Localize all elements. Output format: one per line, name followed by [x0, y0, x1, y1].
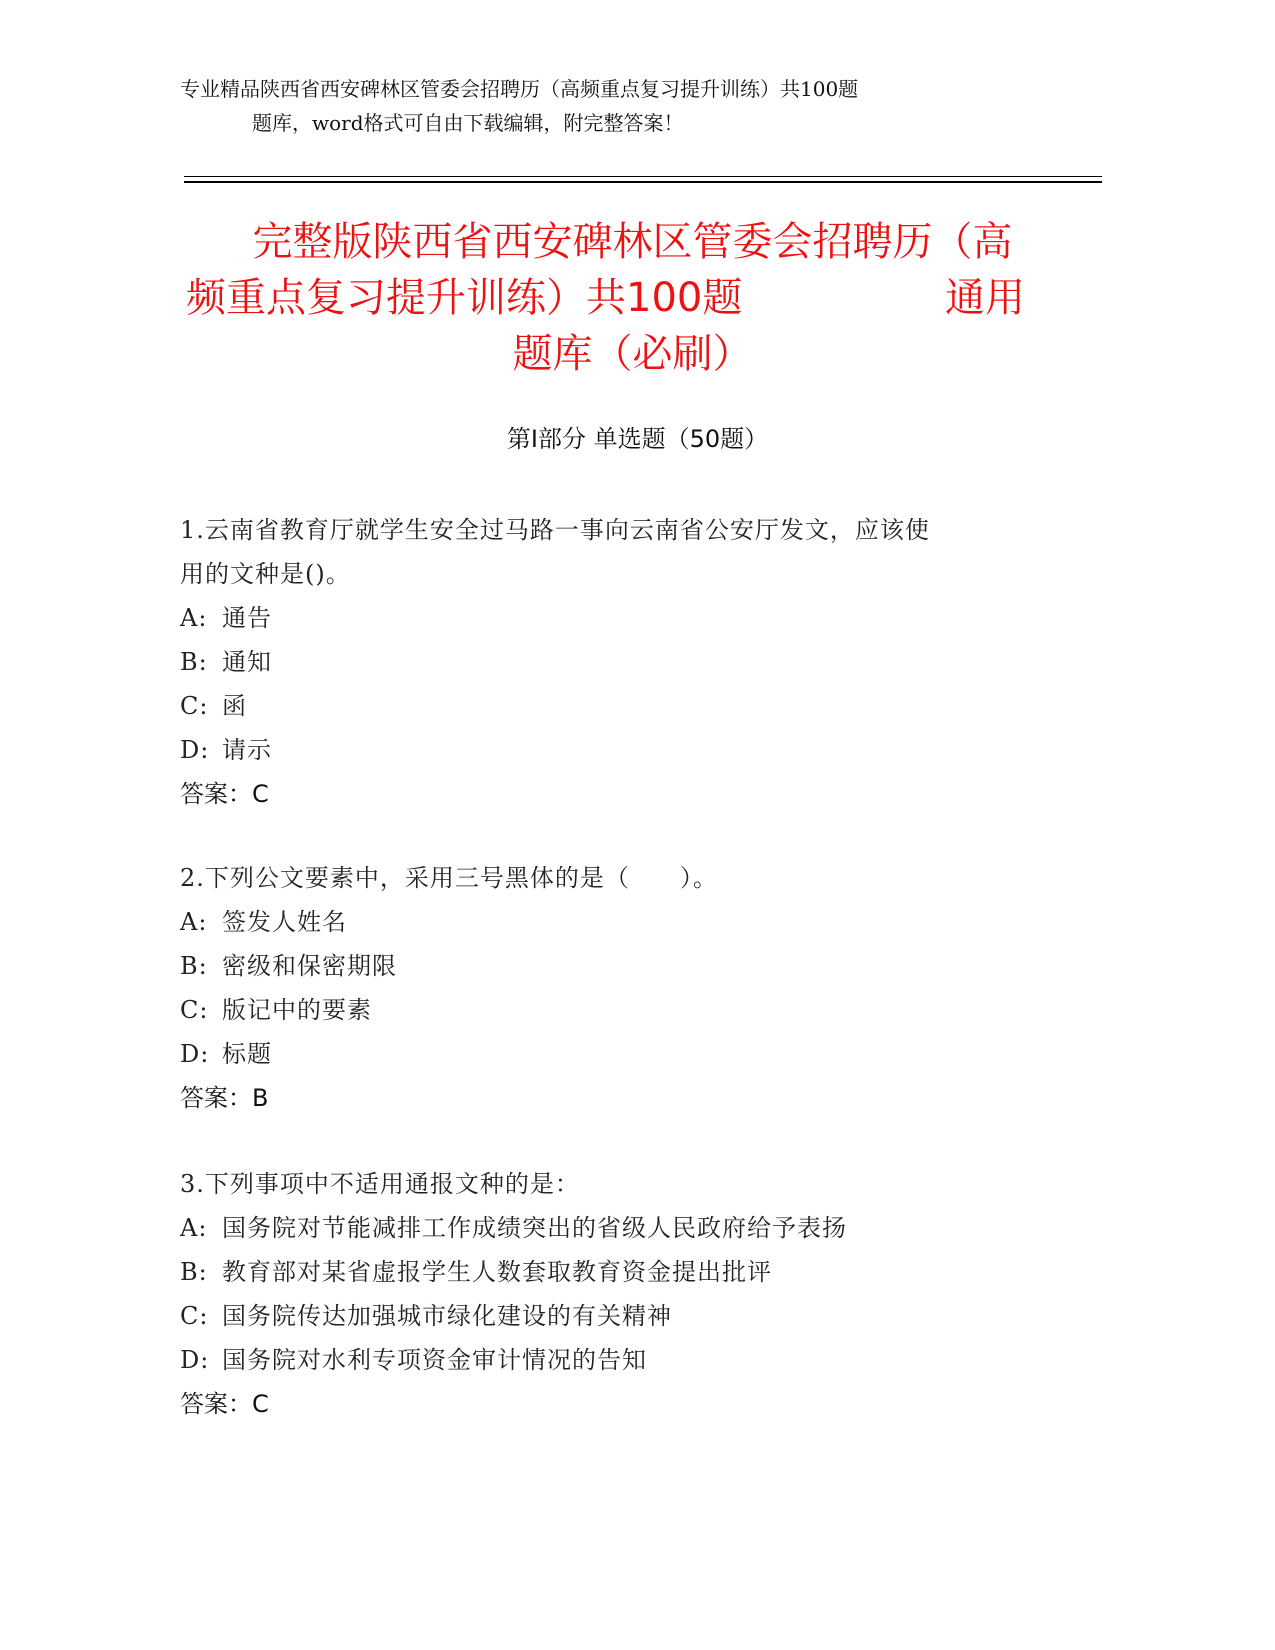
option-text: 国务院对节能减排工作成绩突出的省级人民政府给予表扬 — [222, 1214, 847, 1242]
option-letter: A: — [180, 604, 208, 632]
header-line-1: 专业精品陕西省西安碑林区管委会招聘历（高频重点复习提升训练）共100题 — [180, 77, 859, 101]
title-line-2 — [180, 270, 1085, 326]
option-text: 标题 — [222, 1040, 272, 1068]
question-gap — [180, 1120, 1050, 1162]
title-line-3: 题库（必刷） — [512, 331, 753, 377]
question-text-line-2: 用的文种是()。 — [180, 560, 351, 588]
option-text: 国务院传达加强城市绿化建设的有关精神 — [222, 1302, 672, 1330]
question-text — [180, 508, 1020, 596]
title-line-2-left: 频重点复习提升训练）共100题 — [186, 275, 743, 321]
document-header — [180, 72, 1010, 140]
option-a — [180, 1206, 1050, 1250]
option-letter: C: — [180, 1302, 209, 1330]
option-letter: B: — [180, 952, 208, 980]
option-letter: D: — [180, 1040, 210, 1068]
option-letter: B: — [180, 1258, 208, 1286]
option-letter: A: — [180, 1214, 208, 1242]
section-heading: 第Ⅰ部分 单选题（50题） — [506, 425, 769, 453]
option-text: 签发人姓名 — [222, 908, 347, 936]
option-text: 函 — [222, 692, 247, 720]
option-letter: B: — [180, 648, 208, 676]
question-list — [180, 508, 1050, 1426]
title-line-2-right: 通用 — [945, 275, 1025, 321]
header-divider-thin — [184, 176, 1102, 177]
option-text: 通知 — [222, 648, 272, 676]
question-text-line-1: 1.云南省教育厅就学生安全过马路一事向云南省公安厅发文，应该使 — [180, 516, 930, 544]
option-letter: D: — [180, 736, 210, 764]
option-a — [180, 900, 1050, 944]
answer: 答案：C — [180, 780, 269, 808]
question-1 — [180, 508, 1050, 816]
option-text: 国务院对水利专项资金审计情况的告知 — [222, 1346, 647, 1374]
option-d — [180, 728, 1050, 772]
option-text: 密级和保密期限 — [222, 952, 397, 980]
option-letter: A: — [180, 908, 208, 936]
option-letter: D: — [180, 1346, 210, 1374]
header-line-2: 题库，word格式可自由下载编辑，附完整答案！ — [252, 111, 684, 135]
answer: 答案：B — [180, 1084, 269, 1112]
option-text: 版记中的要素 — [222, 996, 372, 1024]
question-text: 3.下列事项中不适用通报文种的是： — [180, 1170, 580, 1198]
title-line-1: 完整版陕西省西安碑林区管委会招聘历（高 — [252, 219, 1013, 265]
option-text: 教育部对某省虚报学生人数套取教育资金提出批评 — [222, 1258, 772, 1286]
question-text: 2.下列公文要素中，采用三号黑体的是（ ）。 — [180, 864, 718, 892]
option-letter: C: — [180, 692, 209, 720]
option-d — [180, 1338, 1050, 1382]
option-d — [180, 1032, 1050, 1076]
question-3 — [180, 1162, 1050, 1426]
document-title — [180, 214, 1085, 382]
header-divider-thick — [184, 181, 1102, 183]
option-text: 请示 — [222, 736, 272, 764]
question-gap — [180, 816, 1050, 856]
option-a — [180, 596, 1050, 640]
option-b — [180, 1250, 1050, 1294]
option-b — [180, 944, 1050, 988]
option-b — [180, 640, 1050, 684]
option-letter: C: — [180, 996, 209, 1024]
option-c — [180, 1294, 1050, 1338]
option-text: 通告 — [222, 604, 272, 632]
option-c — [180, 988, 1050, 1032]
question-2 — [180, 856, 1050, 1120]
option-c — [180, 684, 1050, 728]
answer: 答案：C — [180, 1390, 269, 1418]
